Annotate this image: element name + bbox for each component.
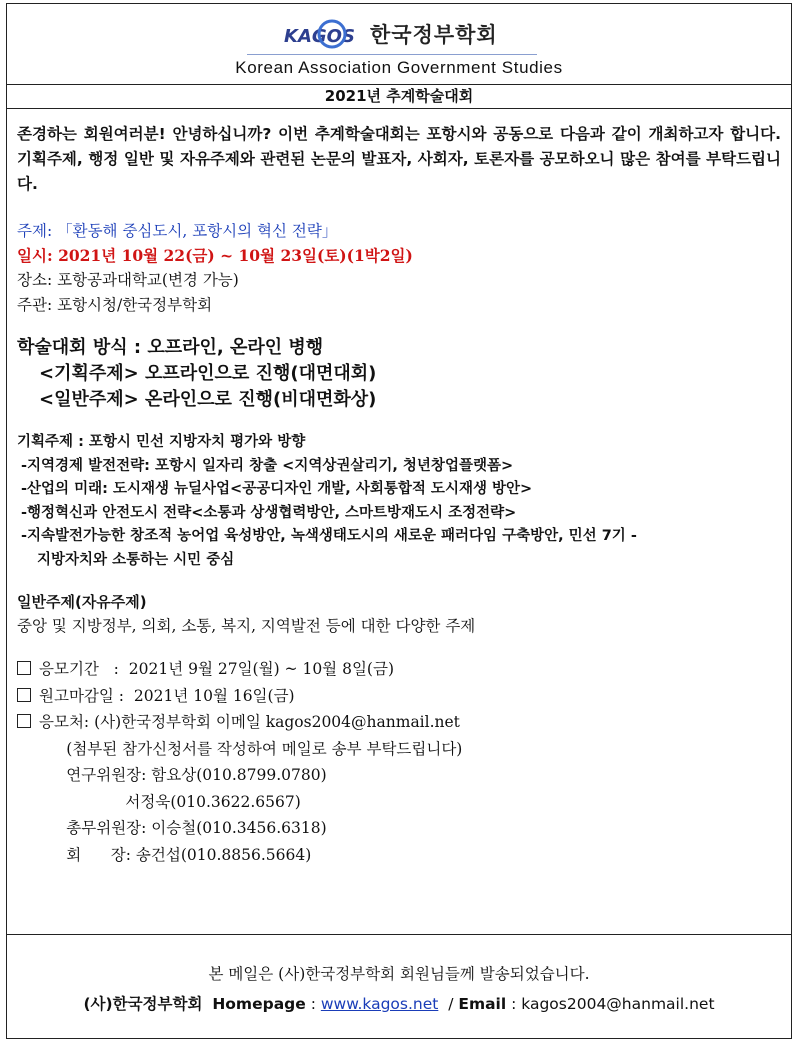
footer-notice: 본 메일은 (사)한국정부학회 회원님들께 발송되었습니다. — [208, 965, 590, 983]
contact-person: 회 장: 송건섭(010.8856.5664) — [17, 845, 312, 864]
svg-text:KAGOS: KAGOS — [284, 26, 355, 47]
logo-divider — [247, 54, 537, 55]
org-name-ko: 한국정부학회 — [370, 23, 498, 47]
apply-contact: 응모처: (사)한국정부학회 이메일 kagos2004@hanmail.net — [39, 713, 460, 731]
email-label: Email — [458, 995, 507, 1013]
method-general: <일반주제> 온라인으로 진행(비대면화상) — [39, 389, 377, 410]
event-info — [17, 219, 781, 317]
method-planned: <기획주제> 오프라인으로 진행(대면대회) — [39, 363, 377, 384]
planned-topic-title: 기획주제 : 포항시 민선 지방자치 평가와 방향 — [17, 434, 306, 450]
footer-email[interactable]: kagos2004@hanmail.net — [521, 995, 715, 1013]
apply-deadline-row — [17, 683, 781, 710]
checkbox-icon — [17, 688, 31, 702]
contact-person: 서정욱(010.3622.6567) — [17, 792, 301, 811]
application-info — [17, 656, 781, 868]
planned-topic-item: -행정혁신과 안전도시 전략<소통과 상생협력방안, 스마트방재도시 조정전략> — [21, 504, 517, 521]
planned-topic — [17, 431, 781, 572]
conference-method — [17, 335, 781, 413]
date-line: 일시: 2021년 10월 22(금) ~ 10월 23일(토)(1박2일) — [17, 245, 413, 265]
checkbox-icon — [17, 714, 31, 728]
apply-contact-row — [17, 709, 781, 736]
general-topic — [17, 590, 781, 638]
intro-text: 존경하는 회원여러분! 안녕하십니까? 이번 추계학술대회는 포항시와 공동으로 다음과 같이 개최하고자 합니다. 기획주제, 행정 일반 및 자유주제와 관련된 논문의 발표자, 사회자, 토론자를 공모하오니 많은 참여를 부탁드립니다. — [17, 125, 781, 193]
general-topic-title: 일반주제(자유주제) — [17, 593, 147, 611]
contact-person: 총무위원장: 이승철(010.3456.6318) — [17, 819, 327, 837]
footer-org: (사)한국정부학회 — [83, 995, 203, 1013]
general-topic-desc: 중앙 및 지방정부, 의회, 소통, 복지, 지역발전 등에 대한 다양한 주제 — [17, 617, 476, 635]
planned-topic-item: -산업의 미래: 도시재생 뉴딜사업<공공디자인 개발, 사회통합적 도시재생 방안> — [21, 481, 533, 497]
org-name-en: Korean Association Government Studies — [235, 58, 563, 77]
host-line: 주관: 포항시청/한국정부학회 — [17, 295, 213, 314]
apply-period-row — [17, 656, 781, 683]
contact-person: 연구위원장: 함요상(010.8799.0780) — [17, 766, 327, 784]
event-title: 2021년 추계학술대회 — [7, 84, 791, 109]
header — [7, 4, 791, 84]
footer-divider — [7, 934, 791, 935]
planned-topic-item: -지속발전가능한 창조적 농어업 육성방안, 녹색생태도시의 새로운 패러다임 구축방안, 민선 7기 - — [21, 528, 637, 544]
kagos-logo-icon — [282, 17, 364, 51]
planned-topic-item: -지역경제 발전전략: 포항시 일자리 창출 <지역상권살리기, 청년창업플랫폼> — [21, 457, 514, 474]
main-content — [17, 122, 781, 868]
logo — [282, 16, 498, 52]
venue-line: 장소: 포항공과대학교(변경 가능) — [17, 271, 239, 289]
apply-note: (첨부된 참가신청서를 작성하여 메일로 송부 부탁드립니다) — [17, 739, 463, 758]
homepage-link[interactable]: www.kagos.net — [320, 995, 439, 1013]
planned-topic-item-continuation: 지방자치와 소통하는 시민 중심 — [37, 551, 235, 568]
checkbox-icon — [17, 661, 31, 675]
apply-period: 응모기간 : 2021년 9월 27일(월) ~ 10월 8일(금) — [39, 660, 394, 678]
method-title: 학술대회 방식 : 오프라인, 온라인 병행 — [17, 337, 324, 358]
apply-deadline: 원고마감일 : 2021년 10월 16일(금) — [39, 686, 295, 705]
theme-line: 주제: 「환동해 중심도시, 포항시의 혁신 전략」 — [17, 222, 338, 240]
footer-contact: (사)한국정부학회 Homepage : www.kagos.net / Email : kagos2004@hanmail.net — [83, 995, 715, 1013]
newsletter-frame — [6, 3, 792, 1039]
homepage-label: Homepage — [212, 995, 306, 1013]
